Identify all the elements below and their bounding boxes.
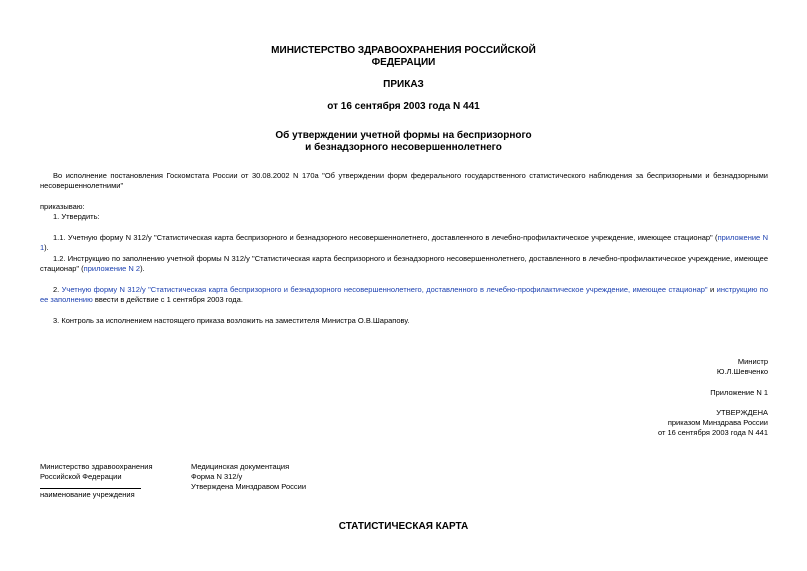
approved-by-order: приказом Минздрава России bbox=[667, 418, 768, 427]
approved-date: от 16 сентября 2003 года N 441 bbox=[657, 428, 768, 437]
item-2 bbox=[40, 285, 768, 305]
item-1-1-text: 1.1. Учетную форму N 312/у "Статистическая карта беспризорного и безнадзорного несовершеннолетнего, доставленного в лечебно-профилактическое учреждение, имеющее стационар" ( bbox=[53, 233, 718, 242]
appendix-2-link[interactable]: приложение N 2 bbox=[83, 264, 141, 273]
item-2-end: ввести в действие с 1 сентября 2003 года. bbox=[92, 295, 243, 304]
card-title: СТАТИСТИЧЕСКАЯ КАРТА bbox=[338, 521, 469, 532]
approved-label: УТВЕРЖДЕНА bbox=[716, 408, 768, 417]
item-1-2-end: ). bbox=[140, 264, 145, 273]
med-doc-label: Медицинская документация bbox=[191, 462, 290, 471]
appendix-label: Приложение N 1 bbox=[710, 388, 768, 397]
doc-type: ПРИКАЗ bbox=[383, 79, 424, 90]
order-title-line-1: Об утверждении учетной формы на беспризорного bbox=[275, 130, 532, 141]
intro-paragraph: Во исполнение постановления Госкомстата России от 30.08.2002 N 170а "Об утверждении форм федерального государственного статистического наблюдения за беспризорными и безнадзорными несовершеннолетними" bbox=[40, 171, 768, 190]
form-312-link[interactable]: Учетную форму N 312/у "Статистическая карта беспризорного и безнадзорного несовершеннолетнего, доставленного в лечебно-профилактическое учреждение, имеющее стационар" bbox=[61, 285, 708, 294]
signature-name: Ю.Л.Шевченко bbox=[716, 367, 768, 376]
institution-name-caption: наименование учреждения bbox=[40, 490, 135, 499]
item-3: 3. Контроль за исполнением настоящего приказа возложить на заместителя Министра О.В.Шарапову. bbox=[53, 316, 410, 325]
item-1-1 bbox=[40, 233, 768, 253]
item-2-mid: и bbox=[707, 285, 717, 294]
item-1-2 bbox=[40, 254, 768, 274]
order-title-line-2: и безнадзорного несовершеннолетнего bbox=[305, 142, 502, 153]
ministry-line-1: МИНИСТЕРСТВО ЗДРАВООХРАНЕНИЯ РОССИЙСКОЙ bbox=[271, 45, 536, 56]
institution-name-line bbox=[40, 488, 141, 489]
item-2-prefix: 2. bbox=[53, 285, 62, 294]
form-number: Форма N 312/у bbox=[191, 472, 243, 481]
form-ministry-line-1: Министерство здравоохранения bbox=[40, 462, 153, 471]
form-ministry-line-2: Российской Федерации bbox=[40, 472, 122, 481]
ministry-line-2: ФЕДЕРАЦИИ bbox=[371, 57, 436, 68]
order-word: приказываю: bbox=[40, 202, 85, 211]
instruction-link[interactable]: инструкцию по ее заполнению bbox=[40, 285, 769, 304]
signature-position: Министр bbox=[737, 357, 768, 366]
form-approved-by: Утверждена Минздравом России bbox=[191, 482, 307, 491]
item-1-1-end: ). bbox=[44, 243, 49, 252]
order-date-number: от 16 сентября 2003 года N 441 bbox=[327, 101, 480, 112]
item-1-2-text: 1.2. Инструкцию по заполнению учетной формы N 312/у "Статистическая карта беспризорного и безнадзорного несовершеннолетнего, доставленного в лечебно-профилактическое учреждение, имеющее стационар" ( bbox=[40, 254, 768, 273]
item-1: 1. Утвердить: bbox=[53, 212, 100, 221]
appendix-1-link[interactable]: приложение N 1 bbox=[40, 233, 768, 252]
